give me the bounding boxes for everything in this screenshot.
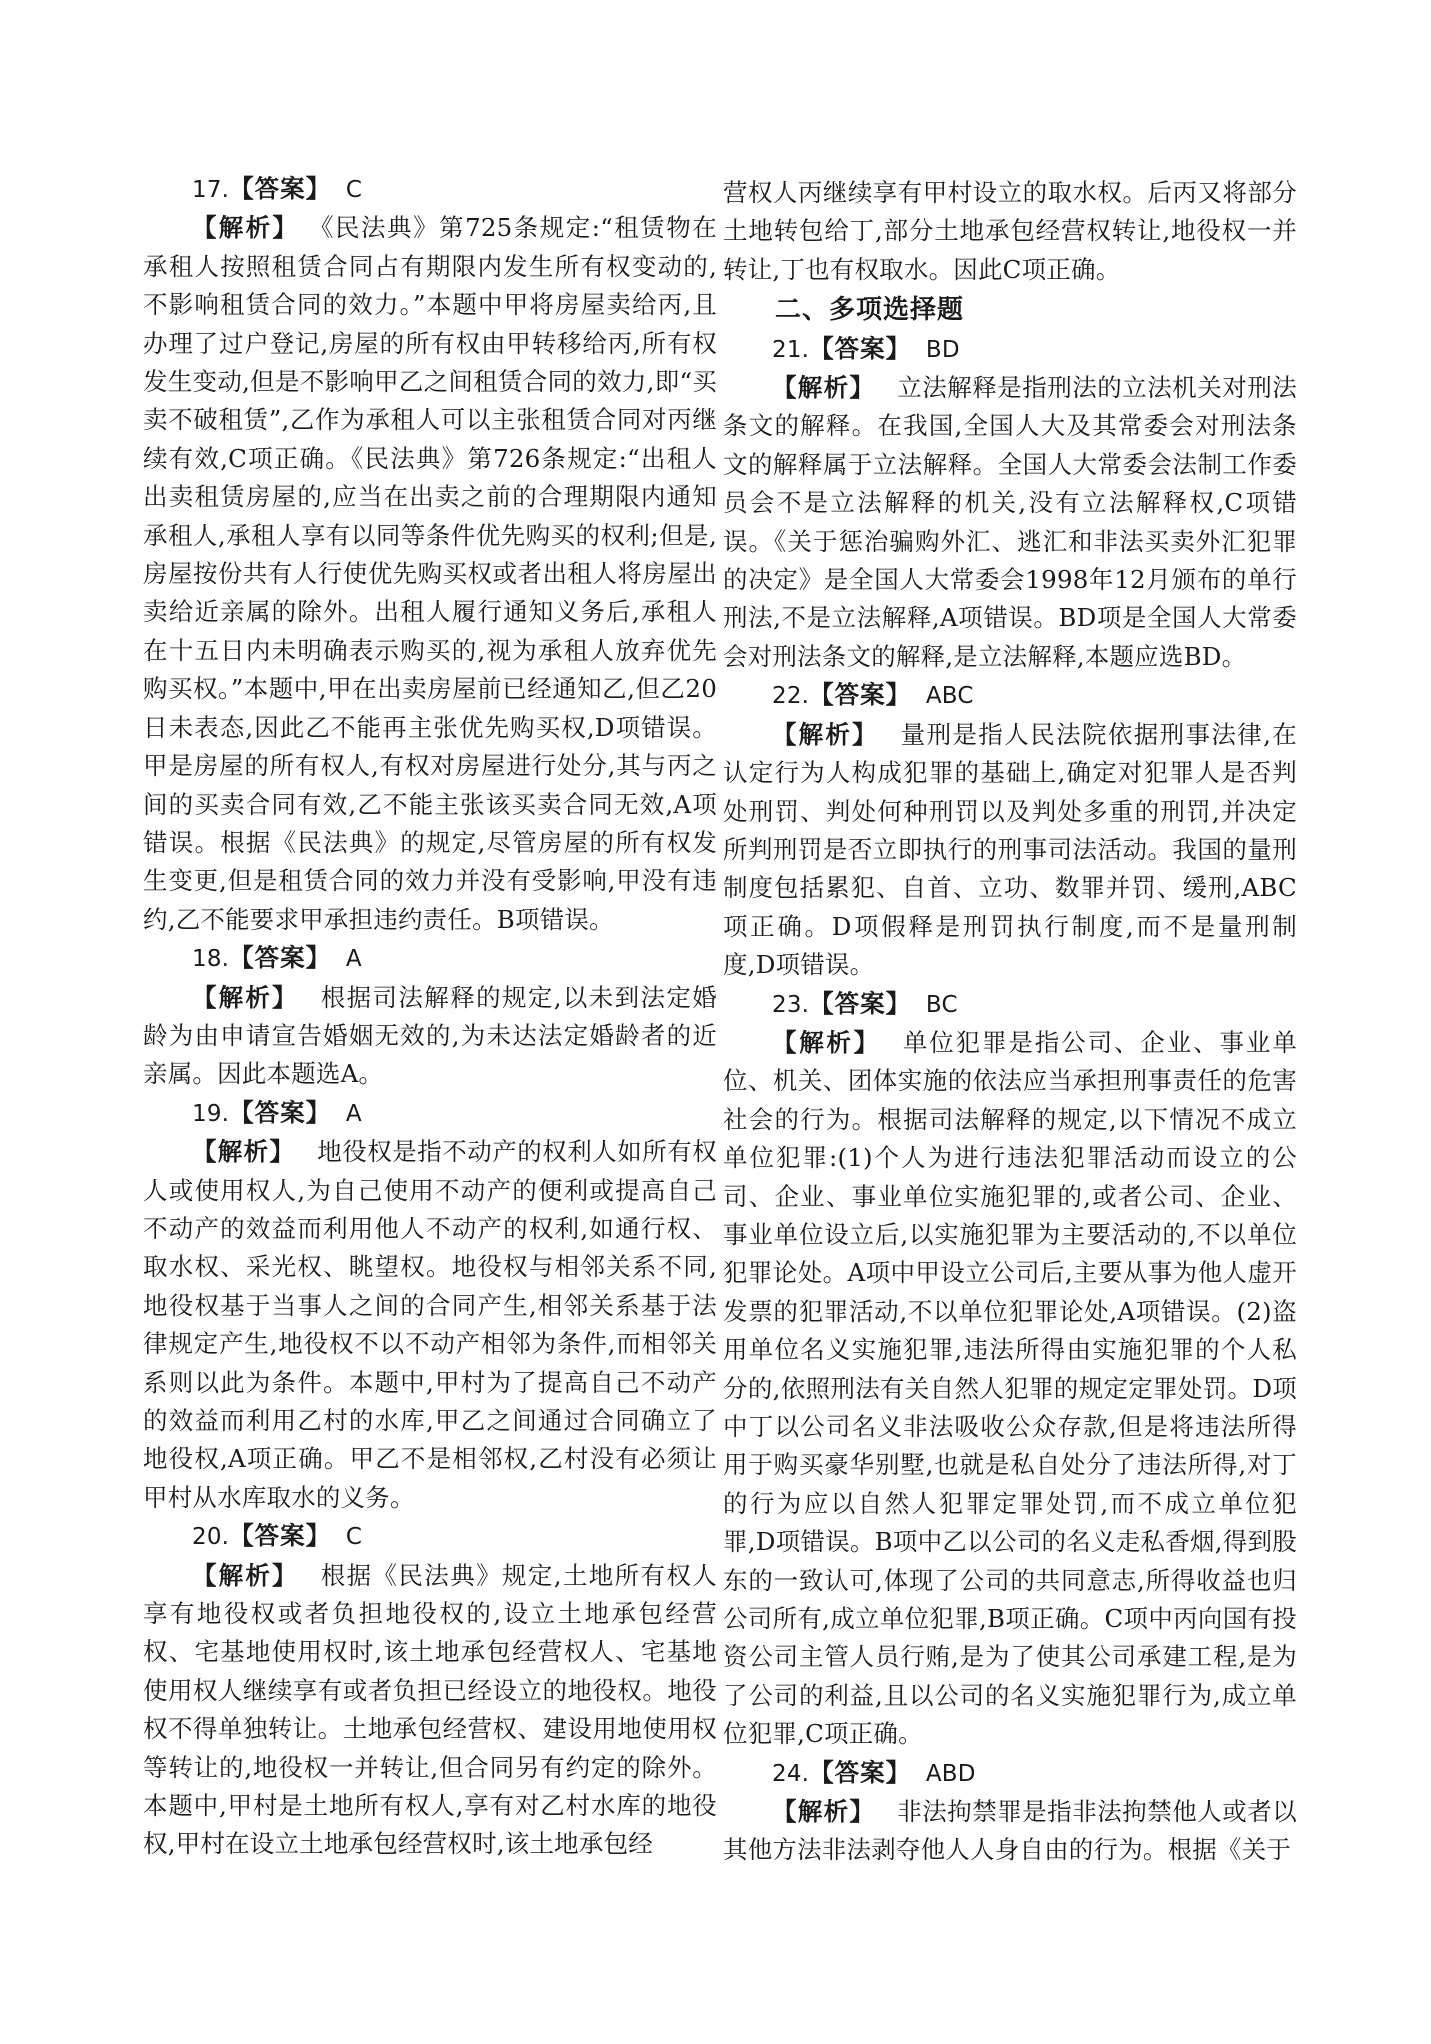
explanation-tag: 【解析】: [772, 719, 879, 749]
answer-value: ABD: [925, 1760, 976, 1787]
explanation-tag: 【解析】: [772, 373, 876, 403]
explanation-text: 非法拘禁罪是指非法拘禁他人或者以其他方法非法剥夺他人人身自由的行为。根据《关于: [723, 1797, 1298, 1865]
question-number: 23.: [772, 991, 810, 1018]
answer-value: ABC: [925, 683, 974, 710]
question-18: [143, 939, 717, 1094]
question-20: [143, 1517, 717, 1864]
question-20-continued: 营权人丙继续享有甲村设立的取水权。后丙又将部分土地转包给丁,部分土地承包经营权转让,地役权一并转让,丁也有权取水。因此C项正确。: [723, 178, 1297, 284]
answer-tag: 【答案】: [229, 174, 332, 203]
explanation: [723, 1793, 1297, 1870]
answer-line: [723, 1754, 1297, 1793]
question-number: 22.: [772, 683, 810, 710]
question-number: 18.: [192, 946, 230, 973]
explanation: [143, 1133, 717, 1517]
explanation-tag: 【解析】: [192, 1137, 296, 1167]
answer-tag: 【答案】: [809, 1757, 912, 1787]
explanation-text: 立法解释是指刑法的立法机关对刑法条文的解释。在我国,全国人大及其常委会对刑法条文的解释属于立法解释。全国人大常委会法制工作委员会不是立法解释的机关,没有立法解释权,C项错误。《关于惩治骗购外汇、逃汇和非法买卖外汇犯罪的决定》是全国人大常委会1998年12月颁布的单行刑法,不是立法解释,A项错误。BD项是全国人大常委会对刑法条文的解释,是立法解释,本题应选BD。: [723, 373, 1298, 671]
answer-value: A: [345, 946, 362, 973]
answer-line: [723, 676, 1297, 715]
right-column: [723, 174, 1297, 1870]
question-22: [723, 676, 1297, 984]
answer-value: BD: [925, 336, 960, 363]
question-number: 20.: [192, 1524, 230, 1551]
answer-line: [143, 939, 717, 978]
explanation-tag: 【解析】: [772, 1027, 881, 1057]
explanation: [723, 369, 1297, 676]
answer-tag: 【答案】: [229, 943, 332, 973]
question-21: [723, 330, 1297, 677]
explanation: [143, 209, 717, 939]
answer-tag: 【答案】: [809, 988, 912, 1018]
explanation-text: 《民法典》第725条规定:“租赁物在承租人按照租赁合同占有期限内发生所有权变动的,不影响租赁合同的效力。”本题中甲将房屋卖给丙,且办理了过户登记,房屋的所有权由甲转移给丙,所有权发生变动,但是不影响甲乙之间租赁合同的效力,即“买卖不破租赁”,乙作为承租人可以主张租赁合同对丙继续有效,C项正确。《民法典》第726条规定:“出租人出卖租赁房屋的,应当在出卖之前的合理期限内通知承租人,承租人享有以同等条件优先购买的权利;但是,房屋按份共有人行使优先购买权或者出租人将房屋出卖给近亲属的除外。出租人履行通知义务后,承租人在十五日内未明确表示购买的,视为承租人放弃优先购买权。”本题中,甲在出卖房屋前已经通知乙,但乙20日未表态,因此乙不能再主张优先购买权,D项错误。甲是房屋的所有权人,有权对房屋进行处分,其与丙之间的买卖合同有效,乙不能主张该买卖合同无效,A项错误。根据《民法典》的规定,尽管房屋的所有权发生变更,但是租赁合同的效力并没有受影响,甲没有违约,乙不能要求甲承担违约责任。B项错误。: [143, 213, 717, 934]
answer-tag: 【答案】: [809, 680, 912, 710]
answer-value: BC: [925, 991, 958, 1018]
answer-value: C: [345, 1524, 363, 1551]
explanation-tag: 【解析】: [192, 213, 300, 243]
section-heading: 二、多项选择题: [775, 295, 965, 326]
answer-tag: 【答案】: [229, 1097, 332, 1127]
explanation-text: 单位犯罪是指公司、企业、事业单位、机关、团体实施的依法应当承担刑事责任的危害社会的行为。根据司法解释的规定,以下情况不成立单位犯罪:(1)个人为进行违法犯罪活动而设立的公司、企业、事业单位实施犯罪的,或者公司、企业、事业单位设立后,以实施犯罪为主要活动的,不以单位犯罪论处。A项中甲设立公司后,主要从事为他人虚开发票的犯罪活动,不以单位犯罪论处,A项错误。(2)盗用单位名义实施犯罪,违法所得由实施犯罪的个人私分的,依照刑法有关自然人犯罪的规定定罪处罚。D项中丁以公司名义非法吸收公众存款,但是将违法所得用于购买豪华别墅,也就是私自处分了违法所得,对丁的行为应以自然人犯罪定罪处罚,而不成立单位犯罪,D项错误。B项中乙以公司的名义走私香烟,得到股东的一致认可,体现了公司的共同意志,所得收益也归公司所有,成立单位犯罪,B项正确。C项中丙向国有投资公司主管人员行贿,是为了使其公司承建工程,是为了公司的利益,且以公司的名义实施犯罪行为,成立单位犯罪,C项正确。: [723, 1027, 1298, 1749]
left-column: [143, 170, 717, 1864]
explanation-text: 地役权是指不动产的权利人如所有权人或使用权人,为自己使用不动产的便利或提高自己不动产的效益而利用他人不动产的权利,如通行权、取水权、采光权、眺望权。地役权与相邻关系不同,地役权基于当事人之间的合同产生,相邻关系基于法律规定产生,地役权不以不动产相邻为条件,而相邻关系则以此为条件。本题中,甲村为了提高自己不动产的效益而利用乙村的水库,甲乙之间通过合同确立了地役权,A项正确。甲乙不是相邻权,乙村没有必须让甲村从水库取水的义务。: [143, 1137, 718, 1512]
answer-value: C: [345, 177, 363, 203]
question-24: [723, 1754, 1297, 1870]
answer-value: A: [345, 1100, 362, 1127]
answer-line: [143, 1517, 717, 1556]
question-17: [143, 170, 717, 939]
explanation-text: 根据司法解释的规定,以未到法定婚龄为由申请宣告婚姻无效的,为未达法定婚龄者的近亲属。因此本题选A。: [143, 982, 717, 1089]
question-19: [143, 1094, 717, 1517]
answer-tag: 【答案】: [229, 1521, 332, 1551]
explanation-tag: 【解析】: [192, 982, 299, 1012]
explanation-tag: 【解析】: [772, 1797, 876, 1827]
answer-line: [143, 170, 717, 209]
explanation: [143, 1557, 717, 1864]
explanation: [143, 979, 717, 1094]
explanation: [723, 1024, 1297, 1754]
question-number: 24.: [772, 1760, 810, 1787]
answer-line: [143, 1094, 717, 1133]
question-number: 19.: [192, 1100, 230, 1127]
explanation-tag: 【解析】: [192, 1560, 299, 1590]
answer-line: [723, 985, 1297, 1024]
explanation-text: 量刑是指人民法院依据刑事法律,在认定行为人构成犯罪的基础上,确定对犯罪人是否判处刑罚、判处何种刑罚以及判处多重的刑罚,并决定所判刑罚是否立即执行的刑事司法活动。我国的量刑制度包括累犯、自首、立功、数罪并罚、缓刑,ABC项正确。D项假释是刑罚执行制度,而不是量刑制度,D项错误。: [723, 719, 1297, 980]
question-23: [723, 985, 1297, 1754]
question-number: 21.: [772, 336, 810, 363]
question-number: 17.: [192, 177, 230, 203]
answer-line: [723, 330, 1297, 369]
answer-tag: 【答案】: [809, 333, 912, 363]
explanation: [723, 716, 1297, 985]
explanation-text: 根据《民法典》规定,土地所有权人享有地役权或者负担地役权的,设立土地承包经营权、宅基地使用权时,该土地承包经营权人、宅基地使用权人继续享有或者负担已经设立的地役权。地役权不得单独转让。土地承包经营权、建设用地使用权等转让的,地役权一并转让,但合同另有约定的除外。本题中,甲村是土地所有权人,享有对乙村水库的地役权,甲村在设立土地承包经营权时,该土地承包经: [143, 1560, 717, 1859]
